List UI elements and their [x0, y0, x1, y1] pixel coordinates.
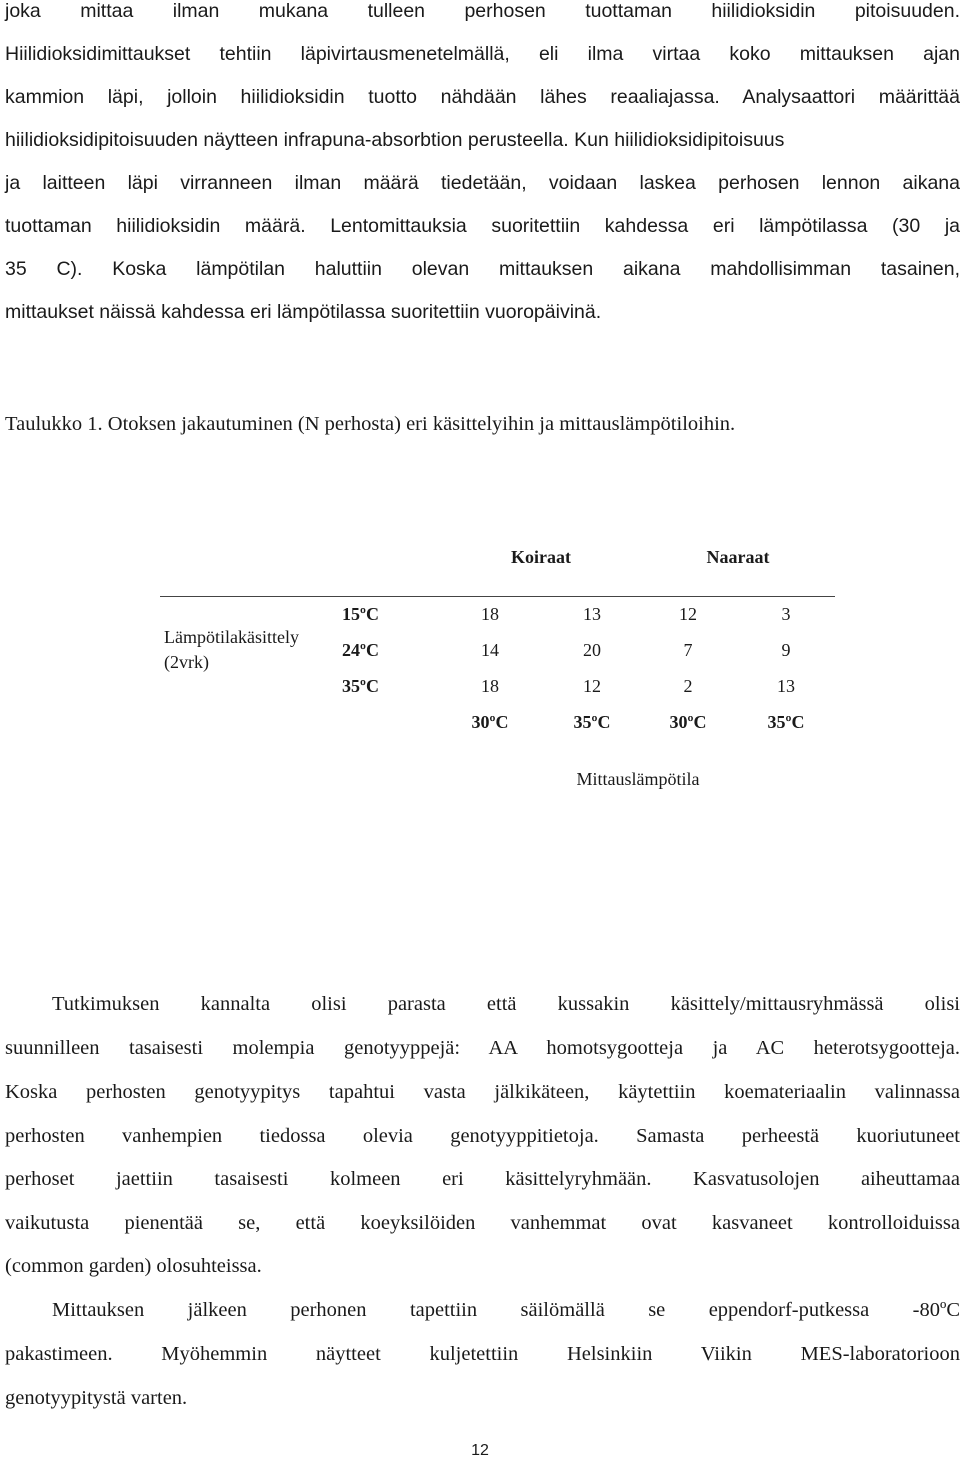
paragraph-2-line-1: Tutkimuksen kannalta olisi parasta että kussakin käsittely/mittausryhmässä olisi — [52, 993, 960, 1015]
measure-temp: 30ºC — [669, 712, 707, 732]
header-males: Koiraat — [511, 547, 571, 567]
paragraph-3-line-3: genotyypitystä varten. — [5, 1387, 188, 1409]
paragraph-1-line-6: tuottaman hiilidioksidin määrä. Lentomittauksia suoritettiin kahdessa eri lämpötilassa (30 ja — [5, 215, 960, 237]
table-cell: 12 — [679, 604, 697, 624]
row-label-35: 35ºC — [342, 676, 379, 696]
table-cell: 18 — [481, 676, 499, 696]
paragraph-2-line-4: perhosten vanhempien tiedossa olevia genotyyppitietoja. Samasta perheestä kuoriutuneet — [5, 1125, 960, 1147]
table-cell: 13 — [583, 604, 601, 624]
measure-temp-label: Mittauslämpötila — [576, 769, 700, 789]
row-group-label: Lämpötilakäsittely — [164, 627, 299, 647]
paragraph-2-line-6: vaikutusta pienentää se, että koeyksilöiden vanhemmat ovat kasvaneet kontrolloiduissa — [5, 1212, 960, 1234]
paragraph-1-line-2: Hiilidioksidimittaukset tehtiin läpivirtausmenetelmällä, eli ilma virtaa koko mittauksen ajan — [5, 43, 960, 65]
paragraph-2-line-2: suunnilleen tasaisesti molempia genotyyppejä: AA homotsygootteja ja AC heterotsygootteja. — [5, 1037, 960, 1059]
paragraph-3-line-2: pakastimeen. Myöhemmin näytteet kuljetettiin Helsinkiin Viikin MES-laboratorioon — [5, 1343, 960, 1365]
paragraph-2-line-3: Koska perhosten genotyypitys tapahtui vasta jälkikäteen, käytettiin koemateriaalin valinnassa — [5, 1081, 960, 1103]
table-cell: 2 — [683, 676, 693, 696]
table-caption: Taulukko 1. Otoksen jakautuminen (N perhosta) eri käsittelyihin ja mittauslämpötiloihin. — [5, 413, 736, 435]
paragraph-1-line-3: kammion läpi, jolloin hiilidioksidin tuotto nähdään lähes reaaliajassa. Analysaattori määrittää — [5, 86, 960, 108]
page-number: 12 — [471, 1442, 489, 1459]
table-cell: 12 — [583, 676, 601, 696]
measure-temp: 35ºC — [573, 712, 611, 732]
paragraph-2-line-5: perhoset jaettiin tasaisesti kolmeen eri käsittelyryhmään. Kasvatusolojen aiheuttamaa — [5, 1168, 960, 1190]
table-cell: 3 — [781, 604, 791, 624]
table-cell: 13 — [777, 676, 795, 696]
table-header-rule — [160, 596, 835, 597]
paragraph-1-line-7: 35 C). Koska lämpötilan haluttiin olevan mittauksen aikana mahdollisimman tasainen, — [5, 258, 960, 280]
table-cell: 20 — [583, 640, 601, 660]
table-cell: 14 — [481, 640, 499, 660]
paragraph-1-line-8: mittaukset näissä kahdessa eri lämpötilassa suoritettiin vuoropäivinä. — [5, 301, 602, 323]
row-group-sublabel: (2vrk) — [164, 652, 209, 672]
paragraph-1-line-1: joka mittaa ilman mukana tulleen perhosen tuottaman hiilidioksidin pitoisuuden. — [5, 0, 960, 22]
paragraph-2-line-7: (common garden) olosuhteissa. — [5, 1255, 262, 1277]
paragraph-1-line-5: ja laitteen läpi virranneen ilman määrä tiedetään, voidaan laskea perhosen lennon aikana — [5, 172, 960, 194]
row-label-24: 24ºC — [342, 640, 379, 660]
paragraph-3-line-1: Mittauksen jälkeen perhonen tapettiin säilömällä se eppendorf-putkessa -80ºC — [52, 1299, 960, 1321]
row-label-15: 15ºC — [342, 604, 379, 624]
paragraph-1-line-4: hiilidioksidipitoisuuden näytteen infrapuna-absorbtion perusteella. Kun hiilidioksidipitoisuus — [5, 129, 785, 151]
header-females: Naaraat — [706, 547, 770, 567]
measure-temp: 30ºC — [471, 712, 509, 732]
measure-temp: 35ºC — [767, 712, 805, 732]
table-cell: 7 — [683, 640, 693, 660]
table-cell: 9 — [781, 640, 791, 660]
table-cell: 18 — [481, 604, 499, 624]
